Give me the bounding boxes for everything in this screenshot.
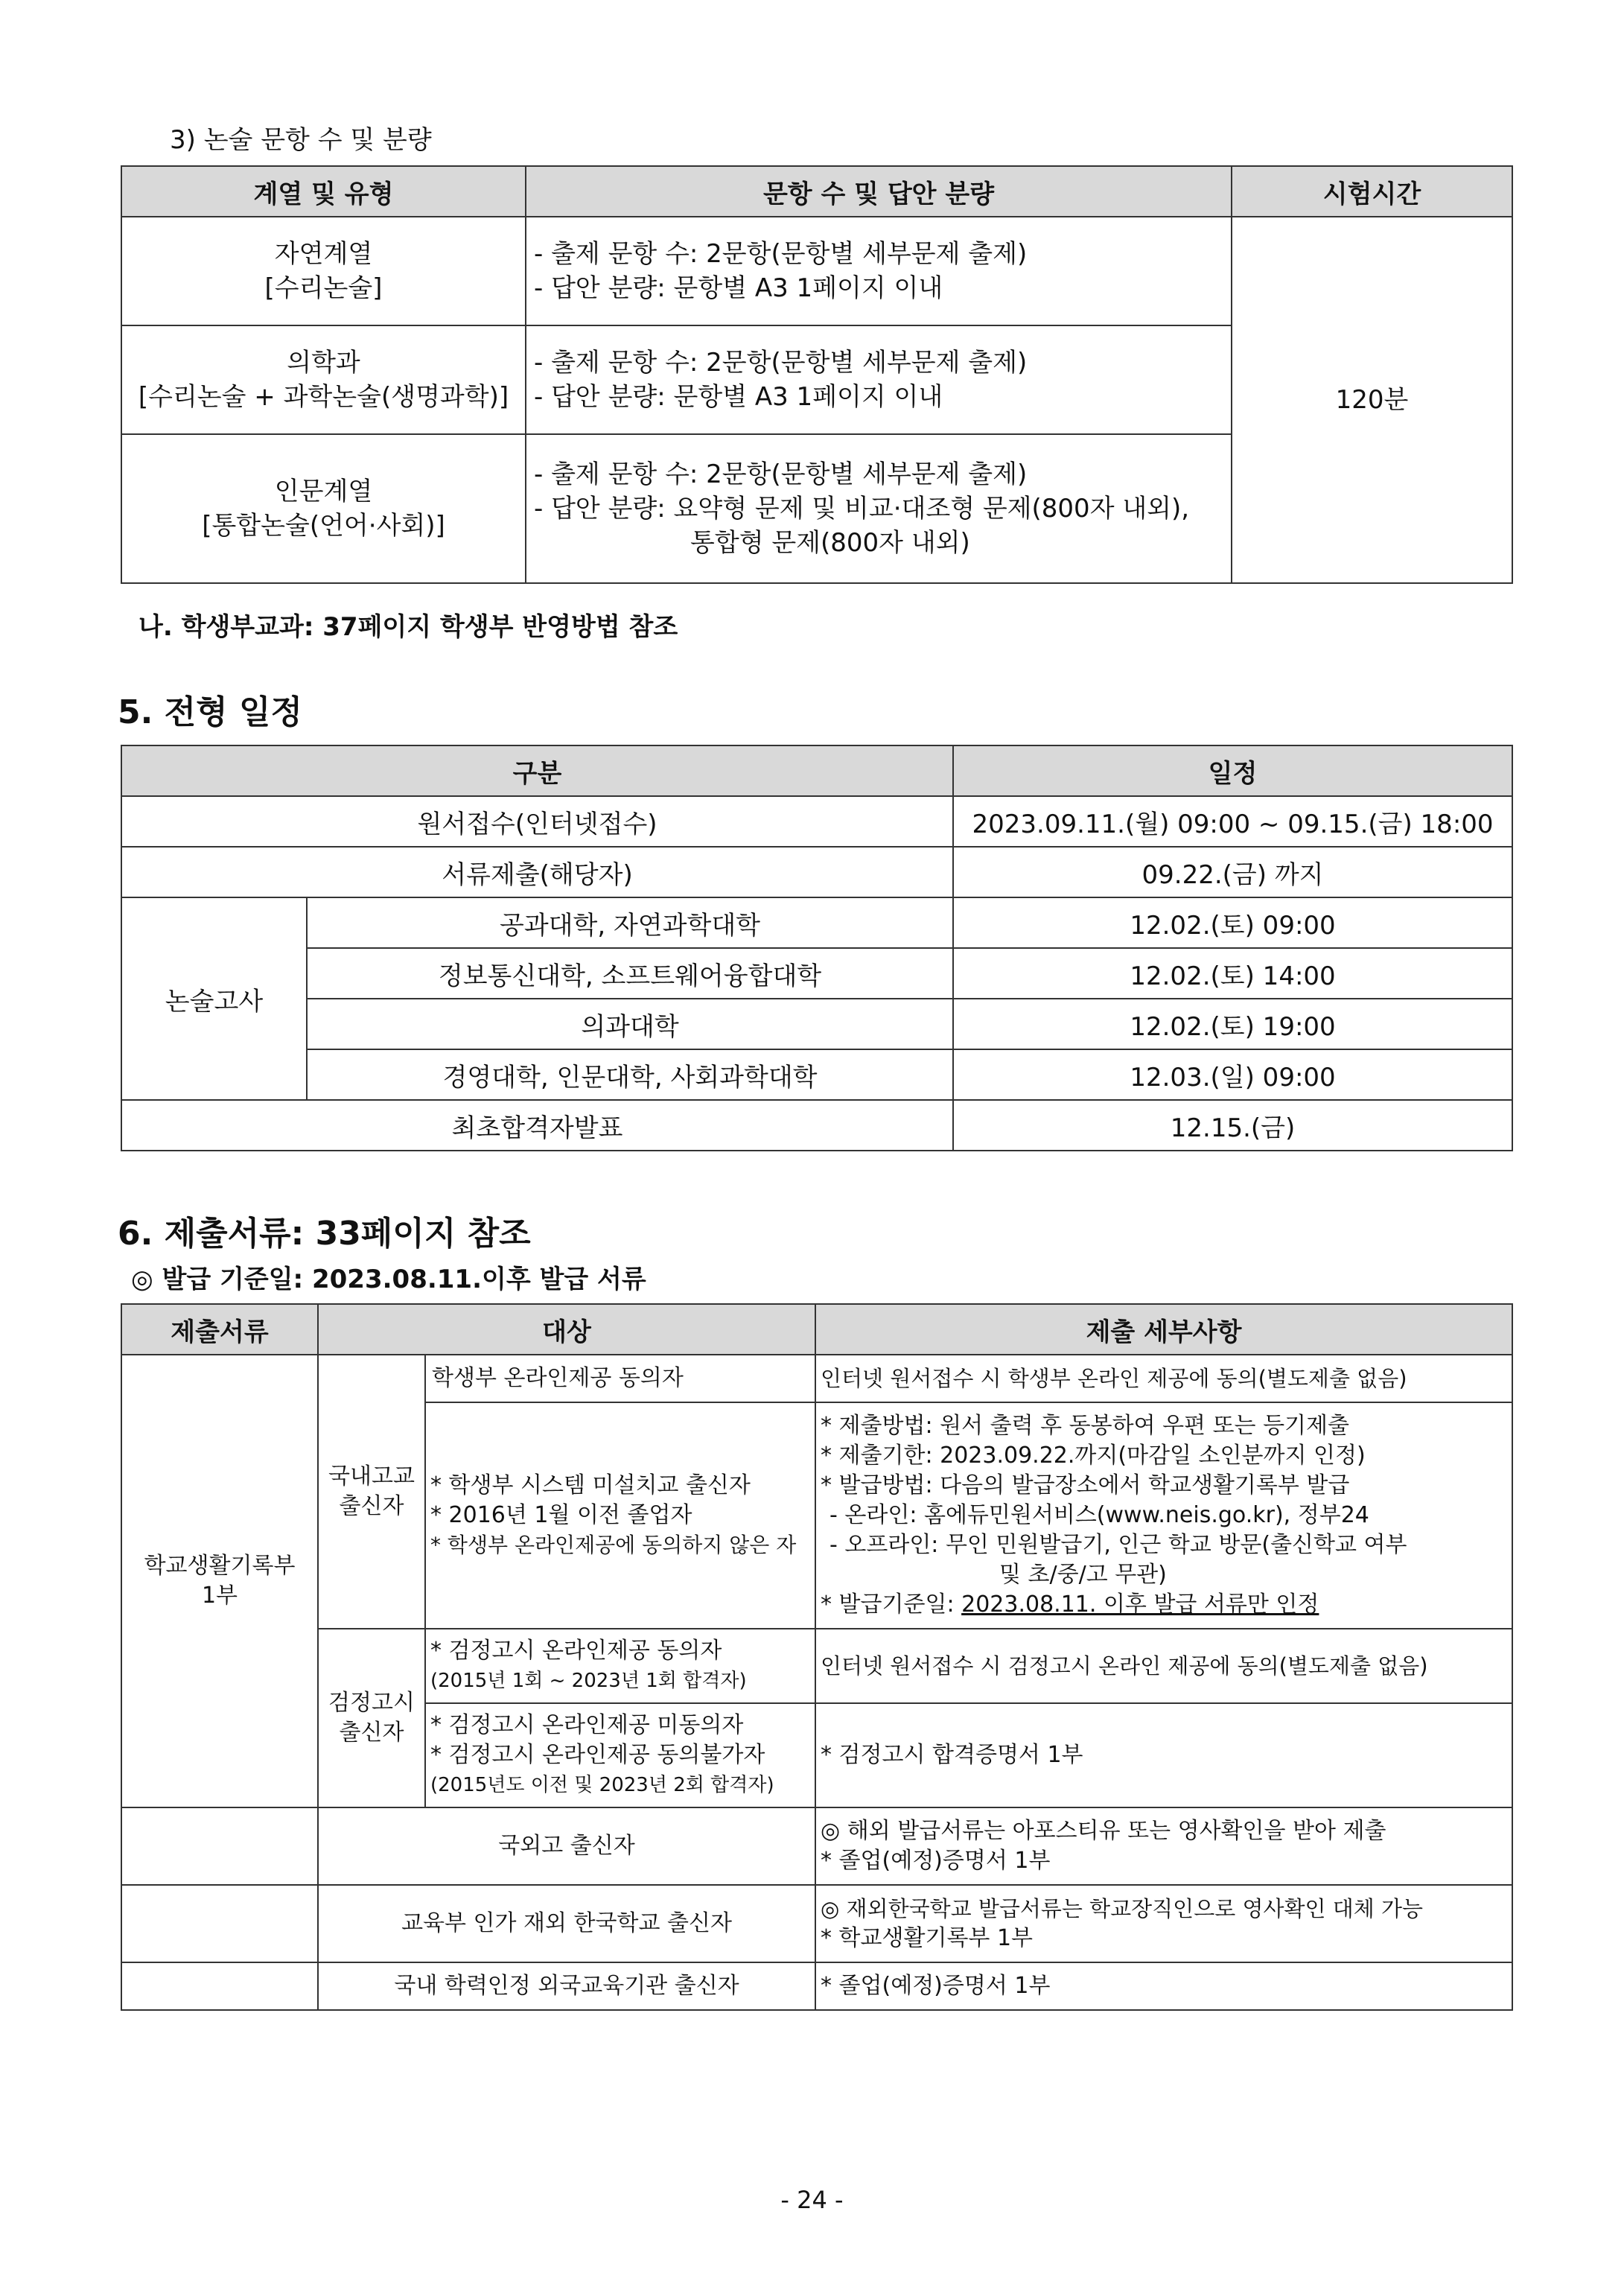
domestic-label: 국내고교 <box>328 1463 415 1489</box>
detail-line: * 제출방법: 원서 출력 후 동봉하여 우편 또는 등기제출 <box>821 1413 1349 1439</box>
target-line: * 학생부 온라인제공에 동의하지 않은 자 <box>430 1533 797 1557</box>
detail-cell: * 검정고시 합격증명서 1부 <box>815 1703 1512 1807</box>
header-time: 시험시간 <box>1232 166 1512 217</box>
desc-cell <box>526 434 1232 583</box>
detail-line: ◎ 해외 발급서류는 아포스티유 또는 영사확인을 받아 제출 <box>821 1818 1386 1844</box>
detail-cell: 인터넷 원서접수 시 검정고시 온라인 제공에 동의(별도제출 없음) <box>815 1629 1512 1703</box>
empty-cell <box>121 1962 318 2010</box>
detail-line: * 발급방법: 다음의 발급장소에서 학교생활기록부 발급 <box>821 1472 1350 1498</box>
detail-prefix: * 발급기준일: <box>821 1591 962 1618</box>
schedule-date: 12.02.(토) 09:00 <box>953 897 1512 948</box>
header-items: 문항 수 및 답안 분량 <box>526 166 1232 217</box>
schedule-label: 서류제출(해당자) <box>121 847 953 897</box>
empty-cell <box>121 1807 318 1885</box>
type-cell <box>121 217 526 325</box>
type-name: 인문계열 <box>274 477 373 506</box>
detail-line <box>821 1590 1504 1620</box>
detail-cell <box>815 1807 1512 1885</box>
target-cell <box>425 1703 815 1807</box>
doc-count: 1부 <box>201 1583 238 1609</box>
schedule-date: 12.02.(토) 19:00 <box>953 999 1512 1049</box>
target-line: * 검정고시 온라인제공 동의자 <box>430 1638 722 1664</box>
target-line: (2015년 1회 ~ 2023년 1회 합격자) <box>430 1670 747 1692</box>
desc-line: - 답안 분량: 요약형 문제 및 비교·대조형 문제(800자 내외), <box>534 494 1190 524</box>
schedule-date: 12.15.(금) <box>953 1100 1512 1151</box>
exam-label: 논술고사 <box>121 897 307 1100</box>
detail-line: * 졸업(예정)증명서 1부 <box>821 1848 1051 1874</box>
detail-underlined: 2023.08.11. 이후 발급 서류만 인정 <box>961 1591 1319 1618</box>
schedule-label: 정보통신대학, 소프트웨어융합대학 <box>307 948 953 999</box>
time-cell: 120분 <box>1232 217 1512 583</box>
type-name: 의학과 <box>287 348 360 378</box>
schedule-date: 12.03.(일) 09:00 <box>953 1049 1512 1100</box>
schedule-label: 의과대학 <box>307 999 953 1049</box>
doc-name-cell <box>121 1355 318 1807</box>
desc-line: 통합형 문제(800자 내외) <box>690 528 970 558</box>
schedule-label: 공과대학, 자연과학대학 <box>307 897 953 948</box>
header-type: 계열 및 유형 <box>121 166 526 217</box>
target-cell <box>425 1402 815 1629</box>
ged-label: 출신자 <box>339 1720 404 1746</box>
target-cell: 국내 학력인정 외국교육기관 출신자 <box>318 1962 815 2010</box>
desc-cell <box>526 217 1232 325</box>
detail-cell: 인터넷 원서접수 시 학생부 온라인 제공에 동의(별도제출 없음) <box>815 1355 1512 1402</box>
schedule-table <box>121 745 1513 1151</box>
schedule-date: 09.22.(금) 까지 <box>953 847 1512 897</box>
type-name: 자연계열 <box>274 239 373 269</box>
header-target: 대상 <box>318 1304 815 1355</box>
type-cell <box>121 325 526 434</box>
domestic-label: 출신자 <box>339 1493 404 1519</box>
schedule-label: 최초합격자발표 <box>121 1100 953 1151</box>
schedule-label: 경영대학, 인문대학, 사회과학대학 <box>307 1049 953 1100</box>
type-kind: [수리논술] <box>264 273 383 303</box>
doc-name: 학교생활기록부 <box>144 1553 296 1579</box>
target-line: * 2016년 1월 이전 졸업자 <box>430 1502 692 1528</box>
ged-label-cell <box>318 1629 425 1807</box>
detail-cell <box>815 1885 1512 1962</box>
essay-table <box>121 165 1513 584</box>
desc-cell <box>526 325 1232 434</box>
target-line: * 검정고시 온라인제공 미동의자 <box>430 1712 744 1738</box>
page-number: - 24 - <box>780 2186 844 2214</box>
section6-title: 6. 제출서류: 33페이지 참조 <box>118 1215 531 1253</box>
detail-line: * 제출기한: 2023.09.22.까지(마감일 소인분까지 인정) <box>821 1443 1366 1469</box>
desc-line: - 답안 분량: 문항별 A3 1페이지 이내 <box>534 273 943 303</box>
schedule-date: 12.02.(토) 14:00 <box>953 948 1512 999</box>
target-cell: 학생부 온라인제공 동의자 <box>425 1355 815 1402</box>
detail-line: ◎ 재외한국학교 발급서류는 학교장직인으로 영사확인 대체 가능 <box>821 1896 1423 1921</box>
desc-line: - 출제 문항 수: 2문항(문항별 세부문제 출제) <box>534 239 1028 269</box>
student-record-note: 나. 학생부교과: 37페이지 학생부 반영방법 참조 <box>138 612 678 642</box>
detail-line: - 온라인: 홈에듀민원서비스(www.neis.go.kr), 정부24 <box>829 1502 1369 1528</box>
target-line: * 학생부 시스템 미설치교 출신자 <box>430 1472 751 1498</box>
detail-cell: * 졸업(예정)증명서 1부 <box>815 1962 1512 2010</box>
header-schedule: 일정 <box>953 745 1512 796</box>
target-line: (2015년도 이전 및 2023년 2회 합격자) <box>430 1774 774 1796</box>
type-cell <box>121 434 526 583</box>
header-category: 구분 <box>121 745 953 796</box>
schedule-date: 2023.09.11.(월) 09:00 ~ 09.15.(금) 18:00 <box>953 796 1512 847</box>
section3-heading: 3) 논술 문항 수 및 분량 <box>170 125 432 155</box>
header-doc: 제출서류 <box>121 1304 318 1355</box>
detail-line: * 학교생활기록부 1부 <box>821 1925 1034 1951</box>
desc-line: - 출제 문항 수: 2문항(문항별 세부문제 출제) <box>534 348 1028 378</box>
target-cell: 교육부 인가 재외 한국학교 출신자 <box>318 1885 815 1962</box>
issue-date-note: ◎ 발급 기준일: 2023.08.11.이후 발급 서류 <box>131 1265 646 1294</box>
documents-table <box>121 1303 1513 2011</box>
target-cell <box>425 1629 815 1703</box>
detail-line: 및 초/중/고 무관) <box>999 1562 1167 1588</box>
type-kind: [수리논술 + 과학논술(생명과학)] <box>138 382 509 412</box>
ged-label: 검정고시 <box>328 1690 415 1716</box>
empty-cell <box>121 1885 318 1962</box>
target-cell: 국외고 출신자 <box>318 1807 815 1885</box>
desc-line: - 출제 문항 수: 2문항(문항별 세부문제 출제) <box>534 459 1028 489</box>
type-kind: [통합논술(언어·사회)] <box>202 511 445 541</box>
detail-line: - 오프라인: 무인 민원발급기, 인근 학교 방문(출신학교 여부 <box>829 1532 1407 1558</box>
domestic-label-cell <box>318 1355 425 1629</box>
desc-line: - 답안 분량: 문항별 A3 1페이지 이내 <box>534 382 943 412</box>
header-detail: 제출 세부사항 <box>815 1304 1512 1355</box>
detail-cell <box>815 1402 1512 1629</box>
schedule-label: 원서접수(인터넷접수) <box>121 796 953 847</box>
section5-title: 5. 전형 일정 <box>118 693 302 731</box>
target-line: * 검정고시 온라인제공 동의불가자 <box>430 1742 765 1768</box>
